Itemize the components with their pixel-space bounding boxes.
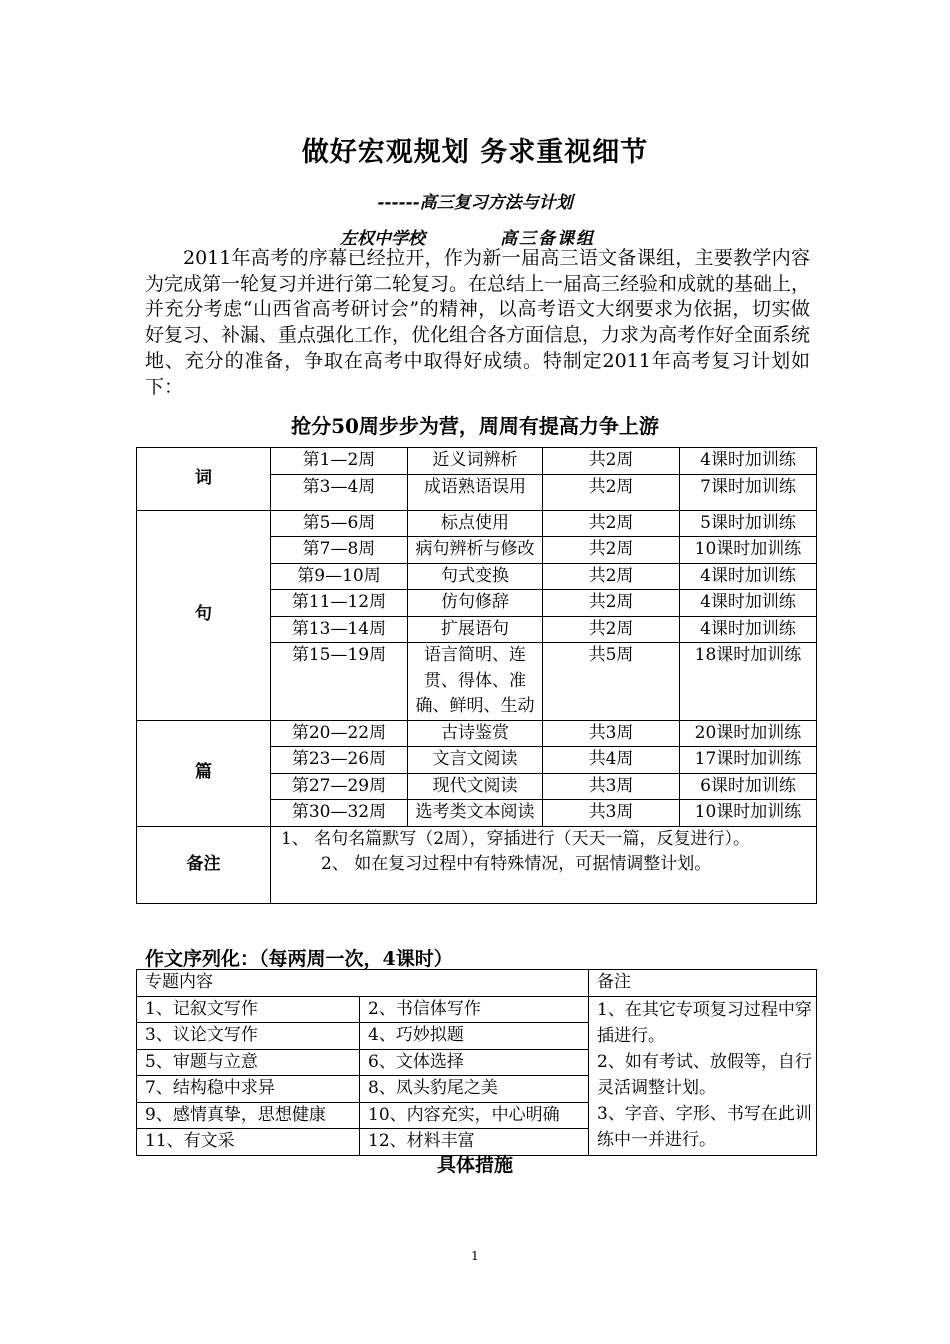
duration-cell: 共3周 bbox=[543, 800, 680, 827]
duration-cell: 共2周 bbox=[543, 448, 680, 475]
table-row bbox=[137, 996, 817, 1023]
notes-cell bbox=[271, 826, 817, 903]
duration-cell: 共2周 bbox=[543, 537, 680, 564]
weeks-cell: 第7—8周 bbox=[271, 537, 408, 564]
topic-cell: 选考类文本阅读 bbox=[408, 800, 543, 827]
essay-topic-cell: 8、凤头豹尾之美 bbox=[360, 1076, 589, 1103]
note-label-cell: 备注 bbox=[137, 826, 271, 903]
category-cell: 句 bbox=[137, 510, 271, 720]
duration-cell: 共2周 bbox=[543, 563, 680, 590]
page-number: 1 bbox=[471, 1249, 479, 1263]
table-row bbox=[137, 970, 817, 997]
topic-cell: 古诗鉴赏 bbox=[408, 720, 543, 747]
topic-cell: 标点使用 bbox=[408, 510, 543, 537]
weeks-cell: 第9—10周 bbox=[271, 563, 408, 590]
essay-topic-cell: 3、议论文写作 bbox=[137, 1023, 360, 1050]
topic-cell: 扩展语句 bbox=[408, 616, 543, 643]
table-row bbox=[137, 826, 817, 903]
topic-cell: 语言简明、连贯、得体、准确、鲜明、生动 bbox=[408, 643, 543, 721]
topic-header: 专题内容 bbox=[137, 970, 589, 997]
topic-cell: 现代文阅读 bbox=[408, 773, 543, 800]
duration-cell: 共2周 bbox=[543, 616, 680, 643]
training-cell: 7课时加训练 bbox=[680, 474, 817, 510]
weeks-cell: 第11—12周 bbox=[271, 590, 408, 617]
essay-topic-cell: 6、文体选择 bbox=[360, 1049, 589, 1076]
training-cell: 4课时加训练 bbox=[680, 448, 817, 475]
measures-heading: 具体措施 bbox=[436, 1154, 513, 1176]
essay-topic-cell: 7、结构稳中求异 bbox=[137, 1076, 360, 1103]
essay-topic-cell: 2、书信体写作 bbox=[360, 996, 589, 1023]
weeks-cell: 第20—22周 bbox=[271, 720, 408, 747]
training-cell: 4课时加训练 bbox=[680, 590, 817, 617]
document-subtitle: ------高三复习方法与计划 bbox=[377, 193, 573, 213]
note-line: 2、 如在复习过程中有特殊情况，可据情调整计划。 bbox=[321, 854, 712, 874]
topic-cell: 病句辨析与修改 bbox=[408, 537, 543, 564]
training-cell: 20课时加训练 bbox=[680, 720, 817, 747]
remark-line: 3、字音、字形、书写在此训练中一并进行。 bbox=[597, 1103, 812, 1150]
category-cell: 词 bbox=[137, 448, 271, 511]
duration-cell: 共4周 bbox=[543, 747, 680, 774]
essay-remarks-cell bbox=[589, 996, 817, 1155]
weeks-cell: 第15—19周 bbox=[271, 643, 408, 721]
school-name: 左权中学校 bbox=[340, 229, 425, 249]
essay-topic-cell: 10、内容充实，中心明确 bbox=[360, 1102, 589, 1129]
duration-cell: 共2周 bbox=[543, 510, 680, 537]
review-plan-table bbox=[136, 447, 817, 904]
essay-heading: 作文序列化：（每两周一次，4课时） bbox=[145, 948, 453, 970]
essay-topic-cell: 5、审题与立意 bbox=[137, 1049, 360, 1076]
essay-topic-cell: 12、材料丰富 bbox=[360, 1129, 589, 1156]
duration-cell: 共3周 bbox=[543, 773, 680, 800]
category-cell: 篇 bbox=[137, 720, 271, 826]
training-cell: 5课时加训练 bbox=[680, 510, 817, 537]
essay-topic-cell: 4、巧妙拟题 bbox=[360, 1023, 589, 1050]
training-cell: 4课时加训练 bbox=[680, 563, 817, 590]
table-row bbox=[137, 448, 817, 475]
weeks-cell: 第30—32周 bbox=[271, 800, 408, 827]
intro-paragraph: 2011年高考的序幕已经拉开，作为新一届高三语文备课组，主要教学内容为完成第一轮复习并进行第二轮复习。在总结上一届高三经验和成就的基础上，并充分考虑“山西省高考研讨会”的精神，以高考语文大纲要求为依据，切实做好复习、补漏、重点强化工作，优化组合各方面信息，力求为高考作好全面系统地、充分的准备，争取在高考中取得好成绩。特制定2011年高考复习计划如下： bbox=[145, 247, 811, 398]
essay-topic-cell: 1、记叙文写作 bbox=[137, 996, 360, 1023]
note-header: 备注 bbox=[589, 970, 817, 997]
duration-cell: 共2周 bbox=[543, 590, 680, 617]
topic-cell: 句式变换 bbox=[408, 563, 543, 590]
weeks-cell: 第5—6周 bbox=[271, 510, 408, 537]
table-row bbox=[137, 720, 817, 747]
weeks-cell: 第3—4周 bbox=[271, 474, 408, 510]
note-line: 1、 名句名篇默写（2周），穿插进行（天天一篇，反复进行）。 bbox=[281, 828, 751, 849]
topic-cell: 文言文阅读 bbox=[408, 747, 543, 774]
topic-cell: 成语熟语误用 bbox=[408, 474, 543, 510]
duration-cell: 共3周 bbox=[543, 720, 680, 747]
plan-heading: 抢分50周步步为营，周周有提高力争上游 bbox=[291, 414, 659, 438]
training-cell: 18课时加训练 bbox=[680, 643, 817, 721]
document-title: 做好宏观规划 务求重视细节 bbox=[301, 137, 649, 168]
remark-line: 2、如有考试、放假等，自行灵活调整计划。 bbox=[597, 1051, 812, 1098]
essay-topic-cell: 9、感情真挚，思想健康 bbox=[137, 1102, 360, 1129]
training-cell: 10课时加训练 bbox=[680, 800, 817, 827]
weeks-cell: 第23—26周 bbox=[271, 747, 408, 774]
training-cell: 17课时加训练 bbox=[680, 747, 817, 774]
duration-cell: 共2周 bbox=[543, 474, 680, 510]
training-cell: 4课时加训练 bbox=[680, 616, 817, 643]
weeks-cell: 第1—2周 bbox=[271, 448, 408, 475]
essay-series-table bbox=[136, 969, 817, 1156]
remark-line: 1、在其它专项复习过程中穿插进行。 bbox=[597, 999, 812, 1046]
weeks-cell: 第13—14周 bbox=[271, 616, 408, 643]
topic-cell: 近义词辨析 bbox=[408, 448, 543, 475]
training-cell: 10课时加训练 bbox=[680, 537, 817, 564]
weeks-cell: 第27—29周 bbox=[271, 773, 408, 800]
group-name: 高三备课组 bbox=[500, 229, 595, 249]
essay-topic-cell: 11、有文采 bbox=[137, 1129, 360, 1156]
duration-cell: 共5周 bbox=[543, 643, 680, 721]
training-cell: 6课时加训练 bbox=[680, 773, 817, 800]
topic-cell: 仿句修辞 bbox=[408, 590, 543, 617]
table-row bbox=[137, 510, 817, 537]
